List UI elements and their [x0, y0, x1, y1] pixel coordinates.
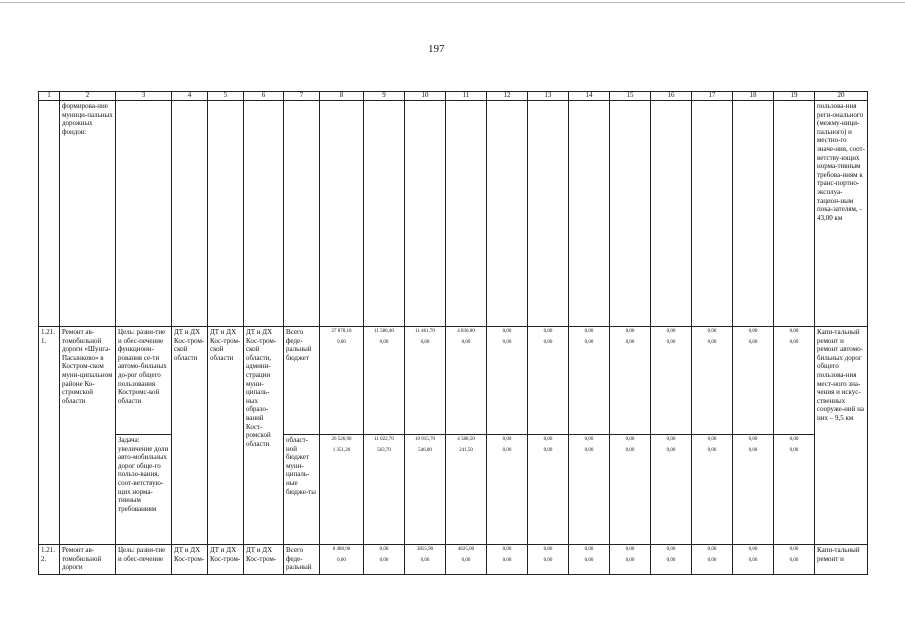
program-table: [38, 91, 868, 575]
cell-v: [610, 101, 651, 327]
value-cell: 0,00 0,00: [569, 327, 610, 435]
cell-v: [774, 101, 815, 327]
column-number-8: 8: [320, 92, 364, 101]
cell-c4: [172, 101, 208, 327]
cell-c6: [244, 101, 284, 327]
value-cell: 0,00 0,00: [733, 435, 774, 545]
value-cell: 0,00 0,00: [651, 327, 692, 435]
cell-measure: Ремонт ав-томобильной дороги: [60, 545, 116, 575]
cell-v: [364, 101, 405, 327]
value-cell: 4625,00 0,00: [446, 545, 487, 575]
value-cell: 0,00 0,00: [528, 435, 569, 545]
column-number-row: [39, 92, 868, 101]
cell-v: [528, 101, 569, 327]
cell-v: [692, 101, 733, 327]
column-number-6: 6: [244, 92, 284, 101]
value-cell: 0,00 0,00: [610, 435, 651, 545]
cell-c5: ДТ и ДХ Кос-тром-: [208, 545, 244, 575]
source-federal: феде-ральный бюджет: [286, 336, 312, 362]
table-row: [39, 101, 868, 327]
column-number-4: 4: [172, 92, 208, 101]
value-cell: 0,00 0,00: [774, 545, 815, 575]
value-cell: 3855,90 0,00: [405, 545, 446, 575]
cell-goal: [116, 101, 172, 327]
value-cell: 0,00 0,00: [364, 545, 405, 575]
value-cell: 11 022,70 563,70: [364, 435, 405, 545]
cell-source: [284, 327, 320, 435]
column-number-2: 2: [60, 92, 116, 101]
value-cell: 0,00 0,00: [692, 435, 733, 545]
cell-goal: Цель: разви-тие и обес-печение: [116, 545, 172, 575]
cell-v: [487, 101, 528, 327]
value-cell: 0,00 0,00: [569, 435, 610, 545]
cell-measure: формирова-ние муници-пальных дорожных фондов:: [60, 101, 116, 327]
value-cell: 27 878,10 0,00: [320, 327, 364, 435]
column-number-12: 12: [487, 92, 528, 101]
cell-task: Задача: увеличение доли авто-мобильных дорог обще-го пользо-вания, соот-ветствую-щих норма-тивным требованиям: [116, 435, 172, 545]
row-number: 1.21.1.: [39, 327, 60, 545]
value-cell: 0,00 0,00: [692, 545, 733, 575]
table-body: [39, 92, 868, 575]
value-cell: 10 915,70 546,00: [405, 435, 446, 545]
value-cell: 0,00 0,00: [487, 435, 528, 545]
column-number-13: 13: [528, 92, 569, 101]
column-number-15: 15: [610, 92, 651, 101]
cell-c4: ДТ и ДХ Кос-тром-ской области: [172, 327, 208, 545]
column-number-3: 3: [116, 92, 172, 101]
value-cell: 11 586,40 0,00: [364, 327, 405, 435]
value-cell: 0,00 0,00: [528, 327, 569, 435]
value-cell: 4 588,50 241,50: [446, 435, 487, 545]
table-row: [39, 327, 868, 435]
value-cell: 0,00 0,00: [692, 327, 733, 435]
cell-num: [39, 101, 60, 327]
cell-c6: ДТ и ДХ Кос-тром-ской области, админи-страции муни-ципаль-ных образо-ваний Кост-ромской области: [244, 327, 284, 545]
source-total: Всего: [286, 328, 304, 336]
page-top-edge: [0, 2, 905, 3]
column-number-18: 18: [733, 92, 774, 101]
column-number-5: 5: [208, 92, 244, 101]
value-cell: 0,00 0,00: [774, 435, 815, 545]
value-cell: 0,00 0,00: [610, 545, 651, 575]
value-cell: 0,00 0,00: [651, 545, 692, 575]
cell-result: Капи-тальный ремонт и ремонт автомо-бильных дорог общего пользова-ния мест-ного зна-чения и искус-ственных сооруже-ний на них – 9,5 км: [815, 327, 868, 545]
value-cell: 0,00 0,00: [487, 545, 528, 575]
column-number-9: 9: [364, 92, 405, 101]
cell-c5: [208, 101, 244, 327]
cell-c7: [284, 101, 320, 327]
source-regional: област-ной бюджет: [286, 436, 309, 462]
value-cell: 0,00 0,00: [774, 327, 815, 435]
cell-source: [284, 435, 320, 545]
value-cell: 0,00 0,00: [487, 327, 528, 435]
value-cell: 26 526,90 1 351,20: [320, 435, 364, 545]
table-row: [39, 545, 868, 575]
value-cell: 0,00 0,00: [733, 327, 774, 435]
column-number-20: 20: [815, 92, 868, 101]
value-cell: 0,00 0,00: [651, 435, 692, 545]
cell-c6: ДТ и ДХ Кос-тром-: [244, 545, 284, 575]
column-number-14: 14: [569, 92, 610, 101]
column-number-10: 10: [405, 92, 446, 101]
column-number-17: 17: [692, 92, 733, 101]
cell-result: Капи-тальный ремонт и: [815, 545, 868, 575]
cell-v: [405, 101, 446, 327]
column-number-19: 19: [774, 92, 815, 101]
column-number-11: 11: [446, 92, 487, 101]
cell-v: [320, 101, 364, 327]
cell-c5: ДТ и ДХ Кос-тром-ской области: [208, 327, 244, 545]
cell-v: [446, 101, 487, 327]
source-municipal: муни-ципаль-ные бюдже-ты: [286, 461, 316, 496]
cell-goal: Цель: разви-тие и обес-печение функциони-рования се-ти автомо-бильных до-рог общего пользования Костромс-кой области: [116, 327, 172, 435]
value-cell: 0,00 0,00: [733, 545, 774, 575]
cell-v: [651, 101, 692, 327]
value-cell: 11 461,70 0,00: [405, 327, 446, 435]
column-number-1: 1: [39, 92, 60, 101]
value-cell: 0,00 0,00: [528, 545, 569, 575]
column-number-16: 16: [651, 92, 692, 101]
column-number-7: 7: [284, 92, 320, 101]
value-cell: 0,00 0,00: [610, 327, 651, 435]
page-number: 197: [428, 43, 445, 55]
cell-source: Всего феде-ральный: [284, 545, 320, 575]
value-cell: 0,00 0,00: [569, 545, 610, 575]
cell-v: [733, 101, 774, 327]
cell-result: пользова-ния реги-онального (межму-ници-пального) и местно-го значе-ния, соот-ветству-ющих норма-тивным требова-ниям к транс-портно-эксплуа-тацион-ным пока-зателям, - 43,00 км: [815, 101, 868, 327]
cell-v: [569, 101, 610, 327]
value-cell: 4 830,00 0,00: [446, 327, 487, 435]
cell-measure: Ремонт ав-томобильной дороги «Шунга-Пасынково» в Костром-ском муни-ципальном районе Ко-стромской области: [60, 327, 116, 545]
table-row: [39, 435, 868, 545]
row-number: 1.21.2.: [39, 545, 60, 575]
cell-c4: ДТ и ДХ Кос-тром-: [172, 545, 208, 575]
value-cell: 8 480,90 0,00: [320, 545, 364, 575]
